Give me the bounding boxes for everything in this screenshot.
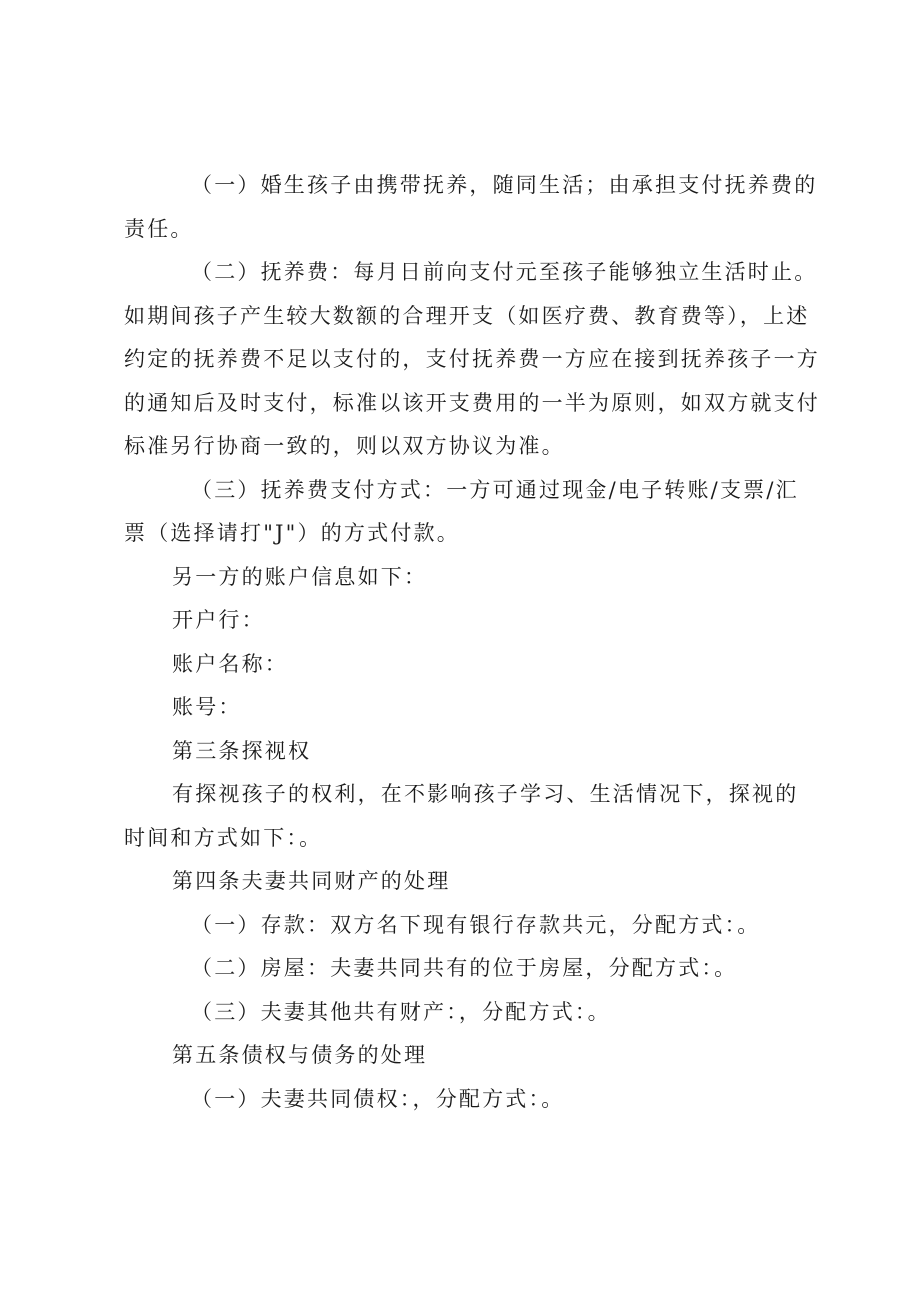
- paragraph-account-number: [124, 686, 814, 730]
- text-line: 标准另行协商一致的，则以双方协议为准。: [124, 434, 565, 458]
- text-line: 账号：: [172, 695, 242, 719]
- text-line: 另一方的账户信息如下：: [172, 564, 428, 589]
- text-line: 的通知后及时支付，标准以该开支费用的一半为原则，如双方就支付: [124, 390, 820, 415]
- text-line: 第三条探视权: [172, 738, 312, 763]
- text-line: 开户行：: [172, 608, 265, 632]
- text-line: （一）婚生孩子由携带抚养，随同生活；由承担支付抚养费的: [191, 173, 818, 197]
- text-line: （一）存款：双方名下现有银行存款共元，分配方式：。: [191, 912, 761, 937]
- text-line: 约定的抚养费不足以支付的，支付抚养费一方应在接到抚养孩子一方: [124, 347, 820, 371]
- text-line: 第四条夫妻共同财产的处理: [172, 869, 451, 893]
- text-line: 票（选择请打"J"）的方式付款。: [124, 521, 460, 545]
- document-body: [124, 164, 820, 1121]
- paragraph-child-custody: [124, 164, 818, 251]
- section-heading-visitation: [124, 730, 814, 774]
- paragraph-house: [124, 947, 814, 991]
- paragraph-payment-method: [124, 469, 814, 556]
- text-line: （二）房屋：夫妻共同共有的位于房屋，分配方式：。: [191, 956, 738, 980]
- text-line: 有探视孩子的权利，在不影响孩子学习、生活情况下，探视的: [172, 782, 799, 806]
- text-line: 第五条债权与债务的处理: [172, 1043, 428, 1067]
- paragraph-support-fee: [124, 251, 820, 469]
- text-line: 责任。: [124, 216, 194, 241]
- text-line: 时间和方式如下：。: [124, 825, 323, 850]
- paragraph-account-info-heading: [124, 556, 814, 600]
- text-line: （三）夫妻其他共有财产：，分配方式：。: [191, 999, 611, 1024]
- text-line: （一）夫妻共同债权：，分配方式：。: [191, 1086, 565, 1111]
- paragraph-visitation-rights: [124, 773, 814, 860]
- text-line: 账户名称：: [172, 651, 288, 676]
- paragraph-other-property: [124, 991, 814, 1035]
- paragraph-joint-claims: [124, 1078, 814, 1122]
- paragraph-account-name: [124, 643, 814, 687]
- section-heading-debts: [124, 1034, 814, 1078]
- text-line: 如期间孩子产生较大数额的合理开支（如医疗费、教育费等），上述: [124, 303, 810, 328]
- paragraph-bank-name: [124, 599, 814, 643]
- paragraph-deposits: [124, 904, 814, 948]
- text-line: （二）抚养费：每月日前向支付元至孩子能够独立生活时止。: [191, 260, 818, 284]
- section-heading-joint-property: [124, 860, 814, 904]
- text-line: （三）抚养费支付方式：一方可通过现金/电子转账/支票/汇: [191, 477, 799, 502]
